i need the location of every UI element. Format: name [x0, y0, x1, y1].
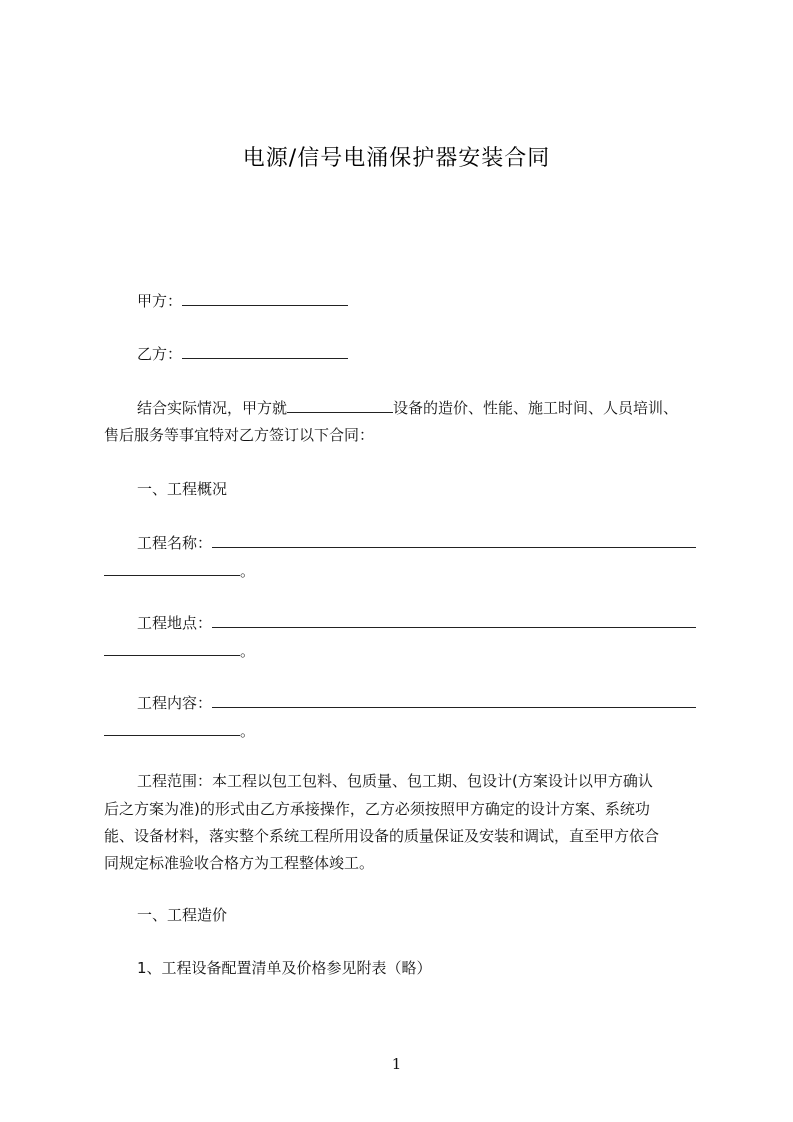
project-location-label: 工程地点：: [137, 614, 213, 632]
party-b-line: [137, 343, 348, 364]
intro-text-after: 设备的造价、性能、施工时间、人员培训、: [393, 399, 679, 417]
project-content-line: [137, 692, 696, 713]
project-content-line-2: [104, 720, 255, 741]
project-content-blank[interactable]: [212, 692, 696, 708]
party-a-line: [137, 290, 348, 311]
party-b-label: 乙方：: [137, 345, 183, 363]
scope-line-2: 后之方案为准)的形式由乙方承接操作，乙方必须按照甲方确定的设计方案、系统功: [104, 800, 650, 818]
project-location-blank[interactable]: [212, 612, 696, 628]
contract-title: 电源/信号电涌保护器安装合同: [242, 146, 551, 171]
party-a-label: 甲方：: [137, 292, 183, 310]
page-number: 1: [391, 1055, 402, 1073]
scope-line-4: 同规定标准验收合格方为工程整体竣工。: [104, 854, 375, 872]
end-mark: 。: [240, 642, 256, 660]
project-location-line-2: [104, 640, 255, 661]
intro-line-2: 售后服务等事宜特对乙方签订以下合同：: [104, 426, 375, 444]
scope-line-3: 能、设备材料，落实整个系统工程所用设备的质量保证及安装和调试，直至甲方依合: [104, 827, 660, 845]
project-name-line-2: [104, 560, 255, 581]
end-mark: 。: [240, 562, 256, 580]
scope-line-1: 工程范围：本工程以包工包料、包质量、包工期、包设计(方案设计以甲方确认: [137, 772, 653, 790]
end-mark: 。: [240, 722, 256, 740]
intro-line-1: [137, 397, 678, 418]
party-b-blank[interactable]: [182, 343, 348, 359]
project-name-blank-cont[interactable]: [104, 560, 240, 576]
section-2-heading: 一、工程造价: [137, 906, 228, 924]
project-location-blank-cont[interactable]: [104, 640, 240, 656]
project-name-label: 工程名称：: [137, 534, 213, 552]
equipment-blank[interactable]: [287, 397, 393, 413]
party-a-blank[interactable]: [182, 290, 348, 306]
project-content-blank-cont[interactable]: [104, 720, 240, 736]
project-name-line: [137, 532, 696, 553]
intro-text-before: 结合实际情况，甲方就: [137, 399, 288, 417]
project-content-label: 工程内容：: [137, 694, 213, 712]
section-1-heading: 一、工程概况: [137, 480, 228, 498]
project-location-line: [137, 612, 696, 633]
section-2-item-1: 1、工程设备配置清单及价格参见附表（略）: [137, 959, 432, 977]
project-name-blank[interactable]: [212, 532, 696, 548]
